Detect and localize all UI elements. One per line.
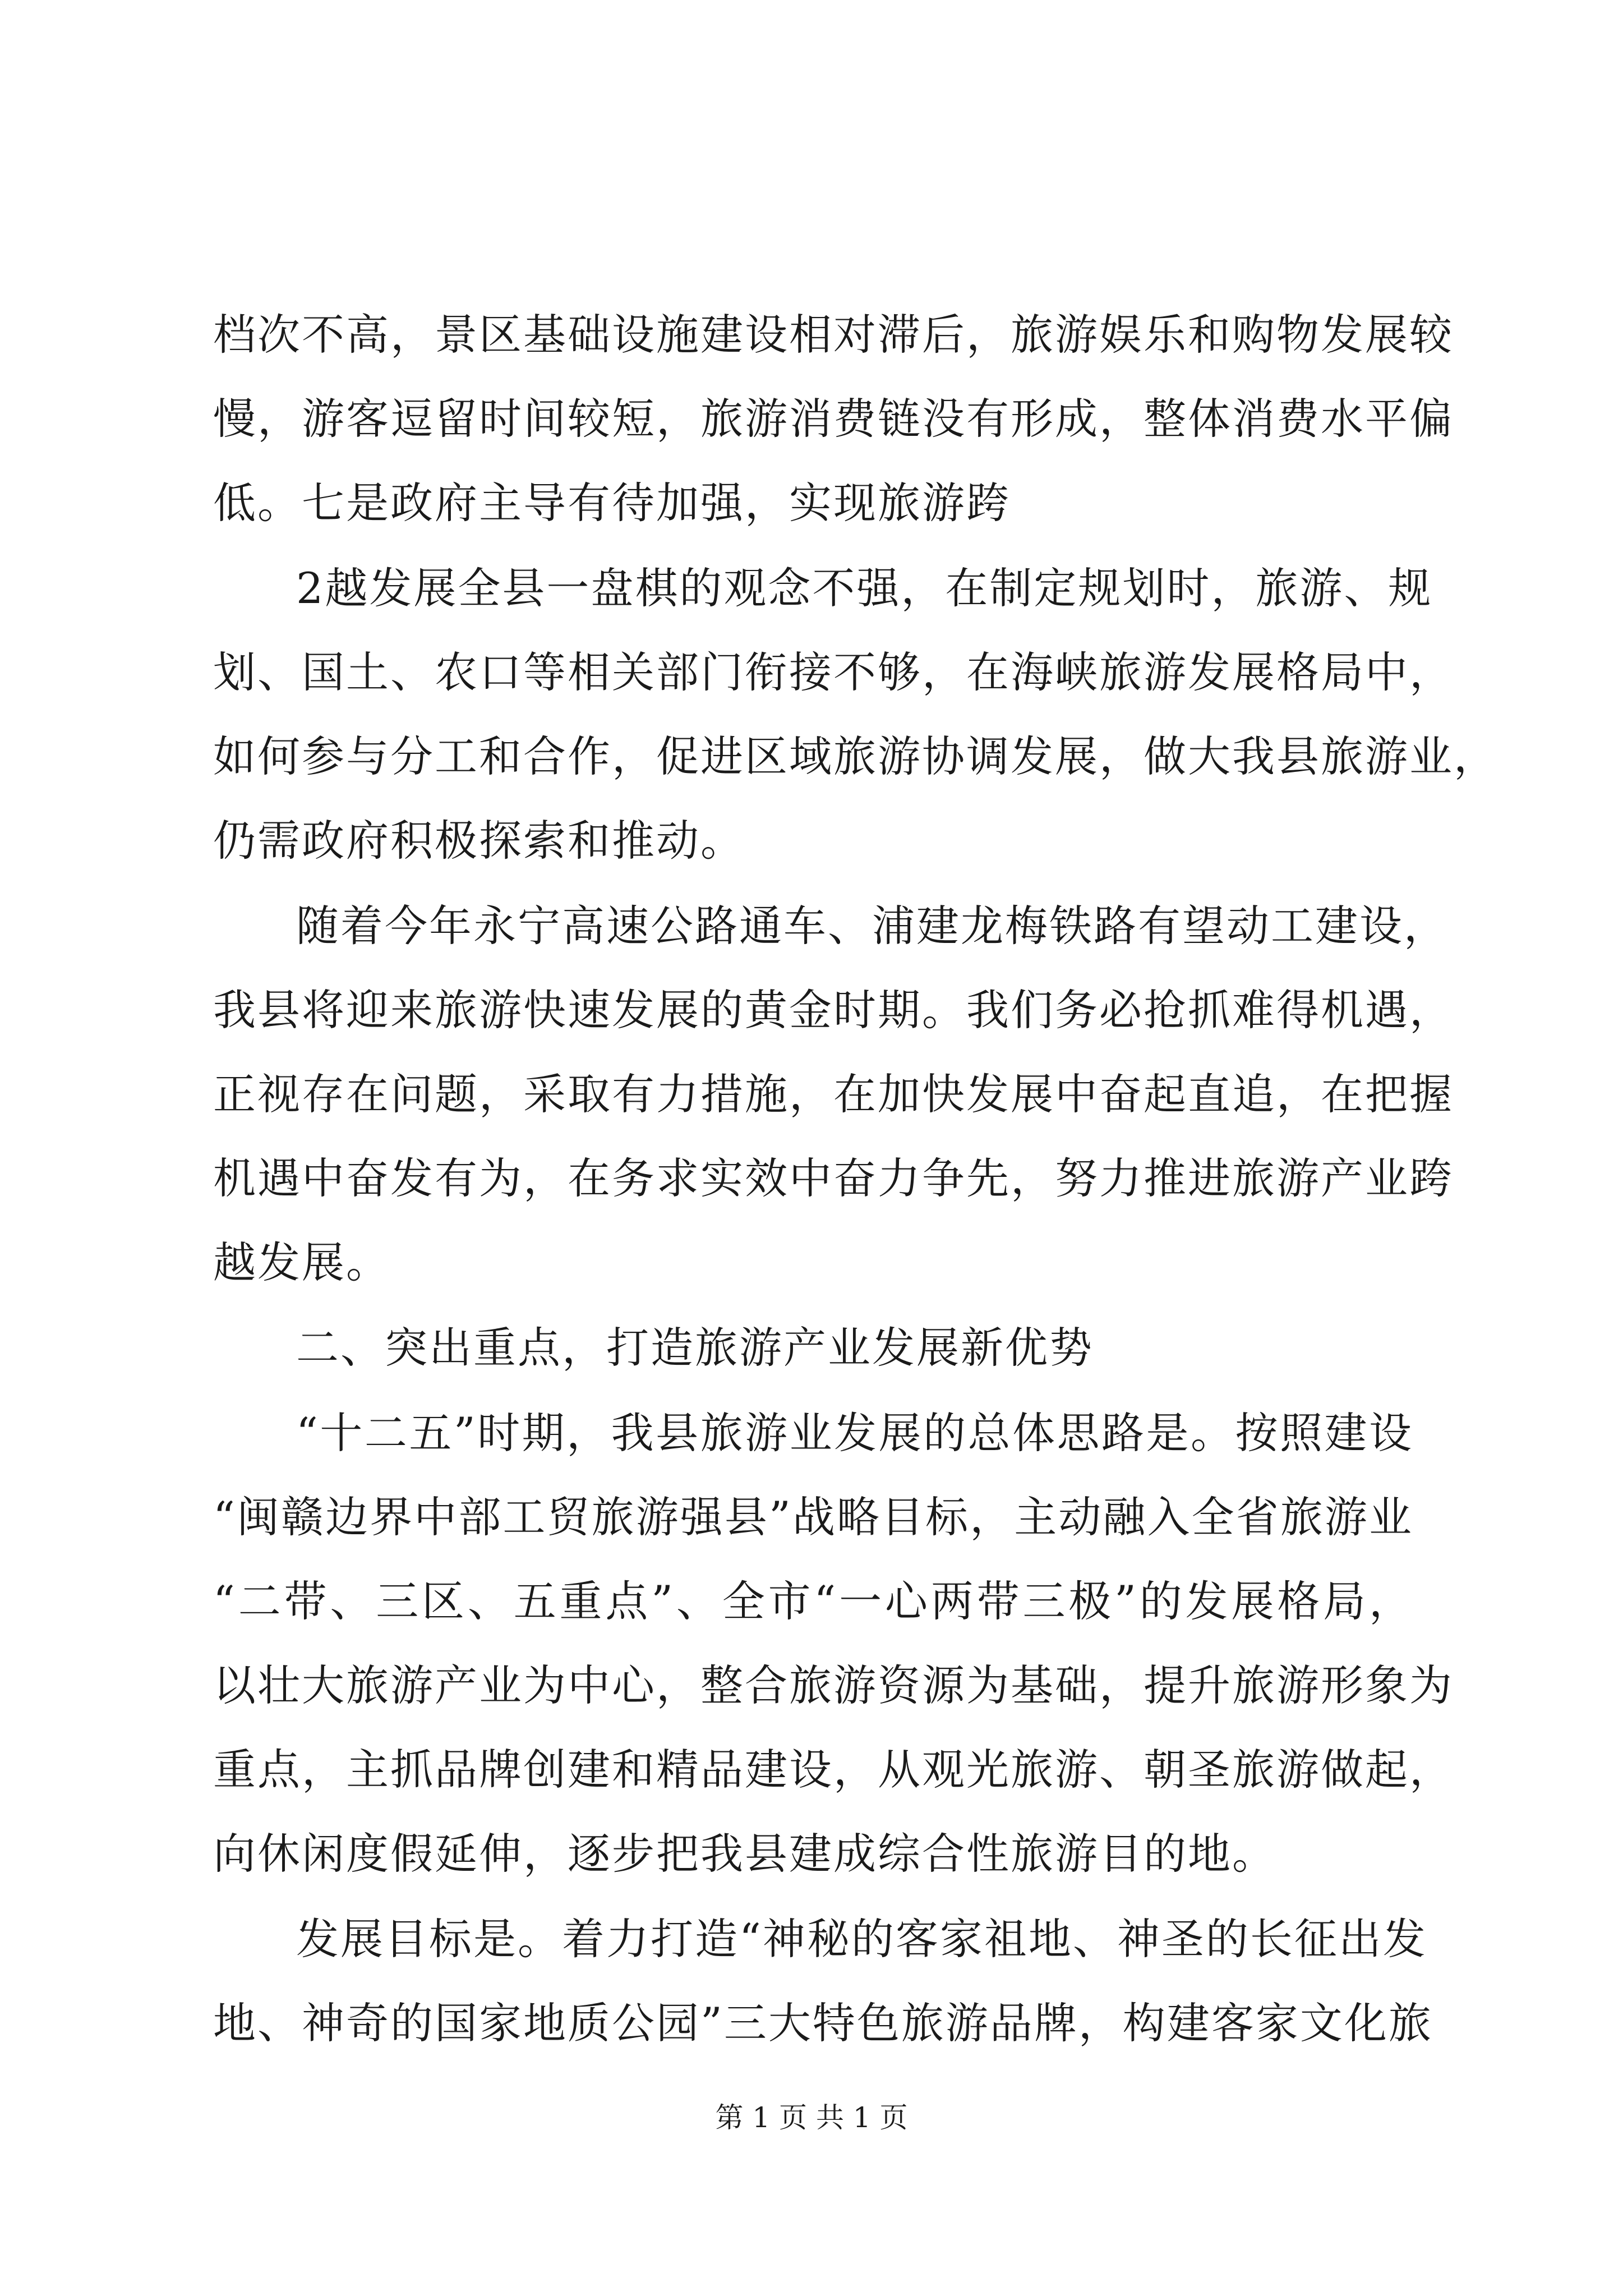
text-line: 慢，游客逗留时间较短，旅游消费链没有形成，整体消费水平偏 [213, 394, 1454, 444]
text-line: 越发展。 [213, 1237, 390, 1287]
text-line: 如何参与分工和合作，促进区域旅游协调发展，做大我县旅游业， [213, 731, 1498, 781]
section-heading: 二、突出重点，打造旅游产业发展新优势 [296, 1323, 1094, 1373]
text-line: 2越发展全县一盘棋的观念不强，在制定规划时，旅游、规 [296, 563, 1433, 613]
text-line: 机遇中奋发有为，在务求实效中奋力争先，努力推进旅游产业跨 [213, 1153, 1454, 1203]
text-line: 档次不高，景区基础设施建设相对滞后，旅游娱乐和购物发展较 [213, 310, 1454, 360]
text-line: 向休闲度假延伸，逐步把我县建成综合性旅游目的地。 [213, 1829, 1276, 1879]
text-line: 发展目标是。着力打造“神秘的客家祖地、神圣的长征出发 [296, 1914, 1427, 1964]
page-footer [0, 2098, 1623, 2137]
text-line: 以壮大旅游产业为中心，整合旅游资源为基础，提升旅游形象为 [213, 1660, 1454, 1710]
text-line: “十二五”时期，我县旅游业发展的总体思路是。按照建设 [296, 1408, 1413, 1458]
text-line: 重点，主抓品牌创建和精品建设，从观光旅游、朝圣旅游做起， [213, 1745, 1454, 1795]
text-line: 仍需政府积极探索和推动。 [213, 816, 745, 866]
text-line: 划、国土、农口等相关部门衔接不够，在海峡旅游发展格局中， [213, 647, 1454, 697]
text-line: “闽赣边界中部工贸旅游强县”战略目标，主动融入全省旅游业 [213, 1492, 1413, 1542]
text-line: 我县将迎来旅游快速发展的黄金时期。我们务必抢抓难得机遇， [213, 985, 1454, 1035]
text-line: 低。七是政府主导有待加强，实现旅游跨 [213, 478, 1011, 528]
page-number-label: 第 1 页 共 1 页 [715, 2101, 908, 2134]
text-line: 随着今年永宁高速公路通车、浦建龙梅铁路有望动工建设， [296, 901, 1448, 951]
text-line: “二带、三区、五重点”、全市“一心两带三极”的发展格局， [213, 1576, 1413, 1626]
text-line: 正视存在问题，采取有力措施，在加快发展中奋起直追，在把握 [213, 1069, 1454, 1119]
text-line: 地、神奇的国家地质公园”三大特色旅游品牌，构建客家文化旅 [213, 1998, 1433, 2048]
